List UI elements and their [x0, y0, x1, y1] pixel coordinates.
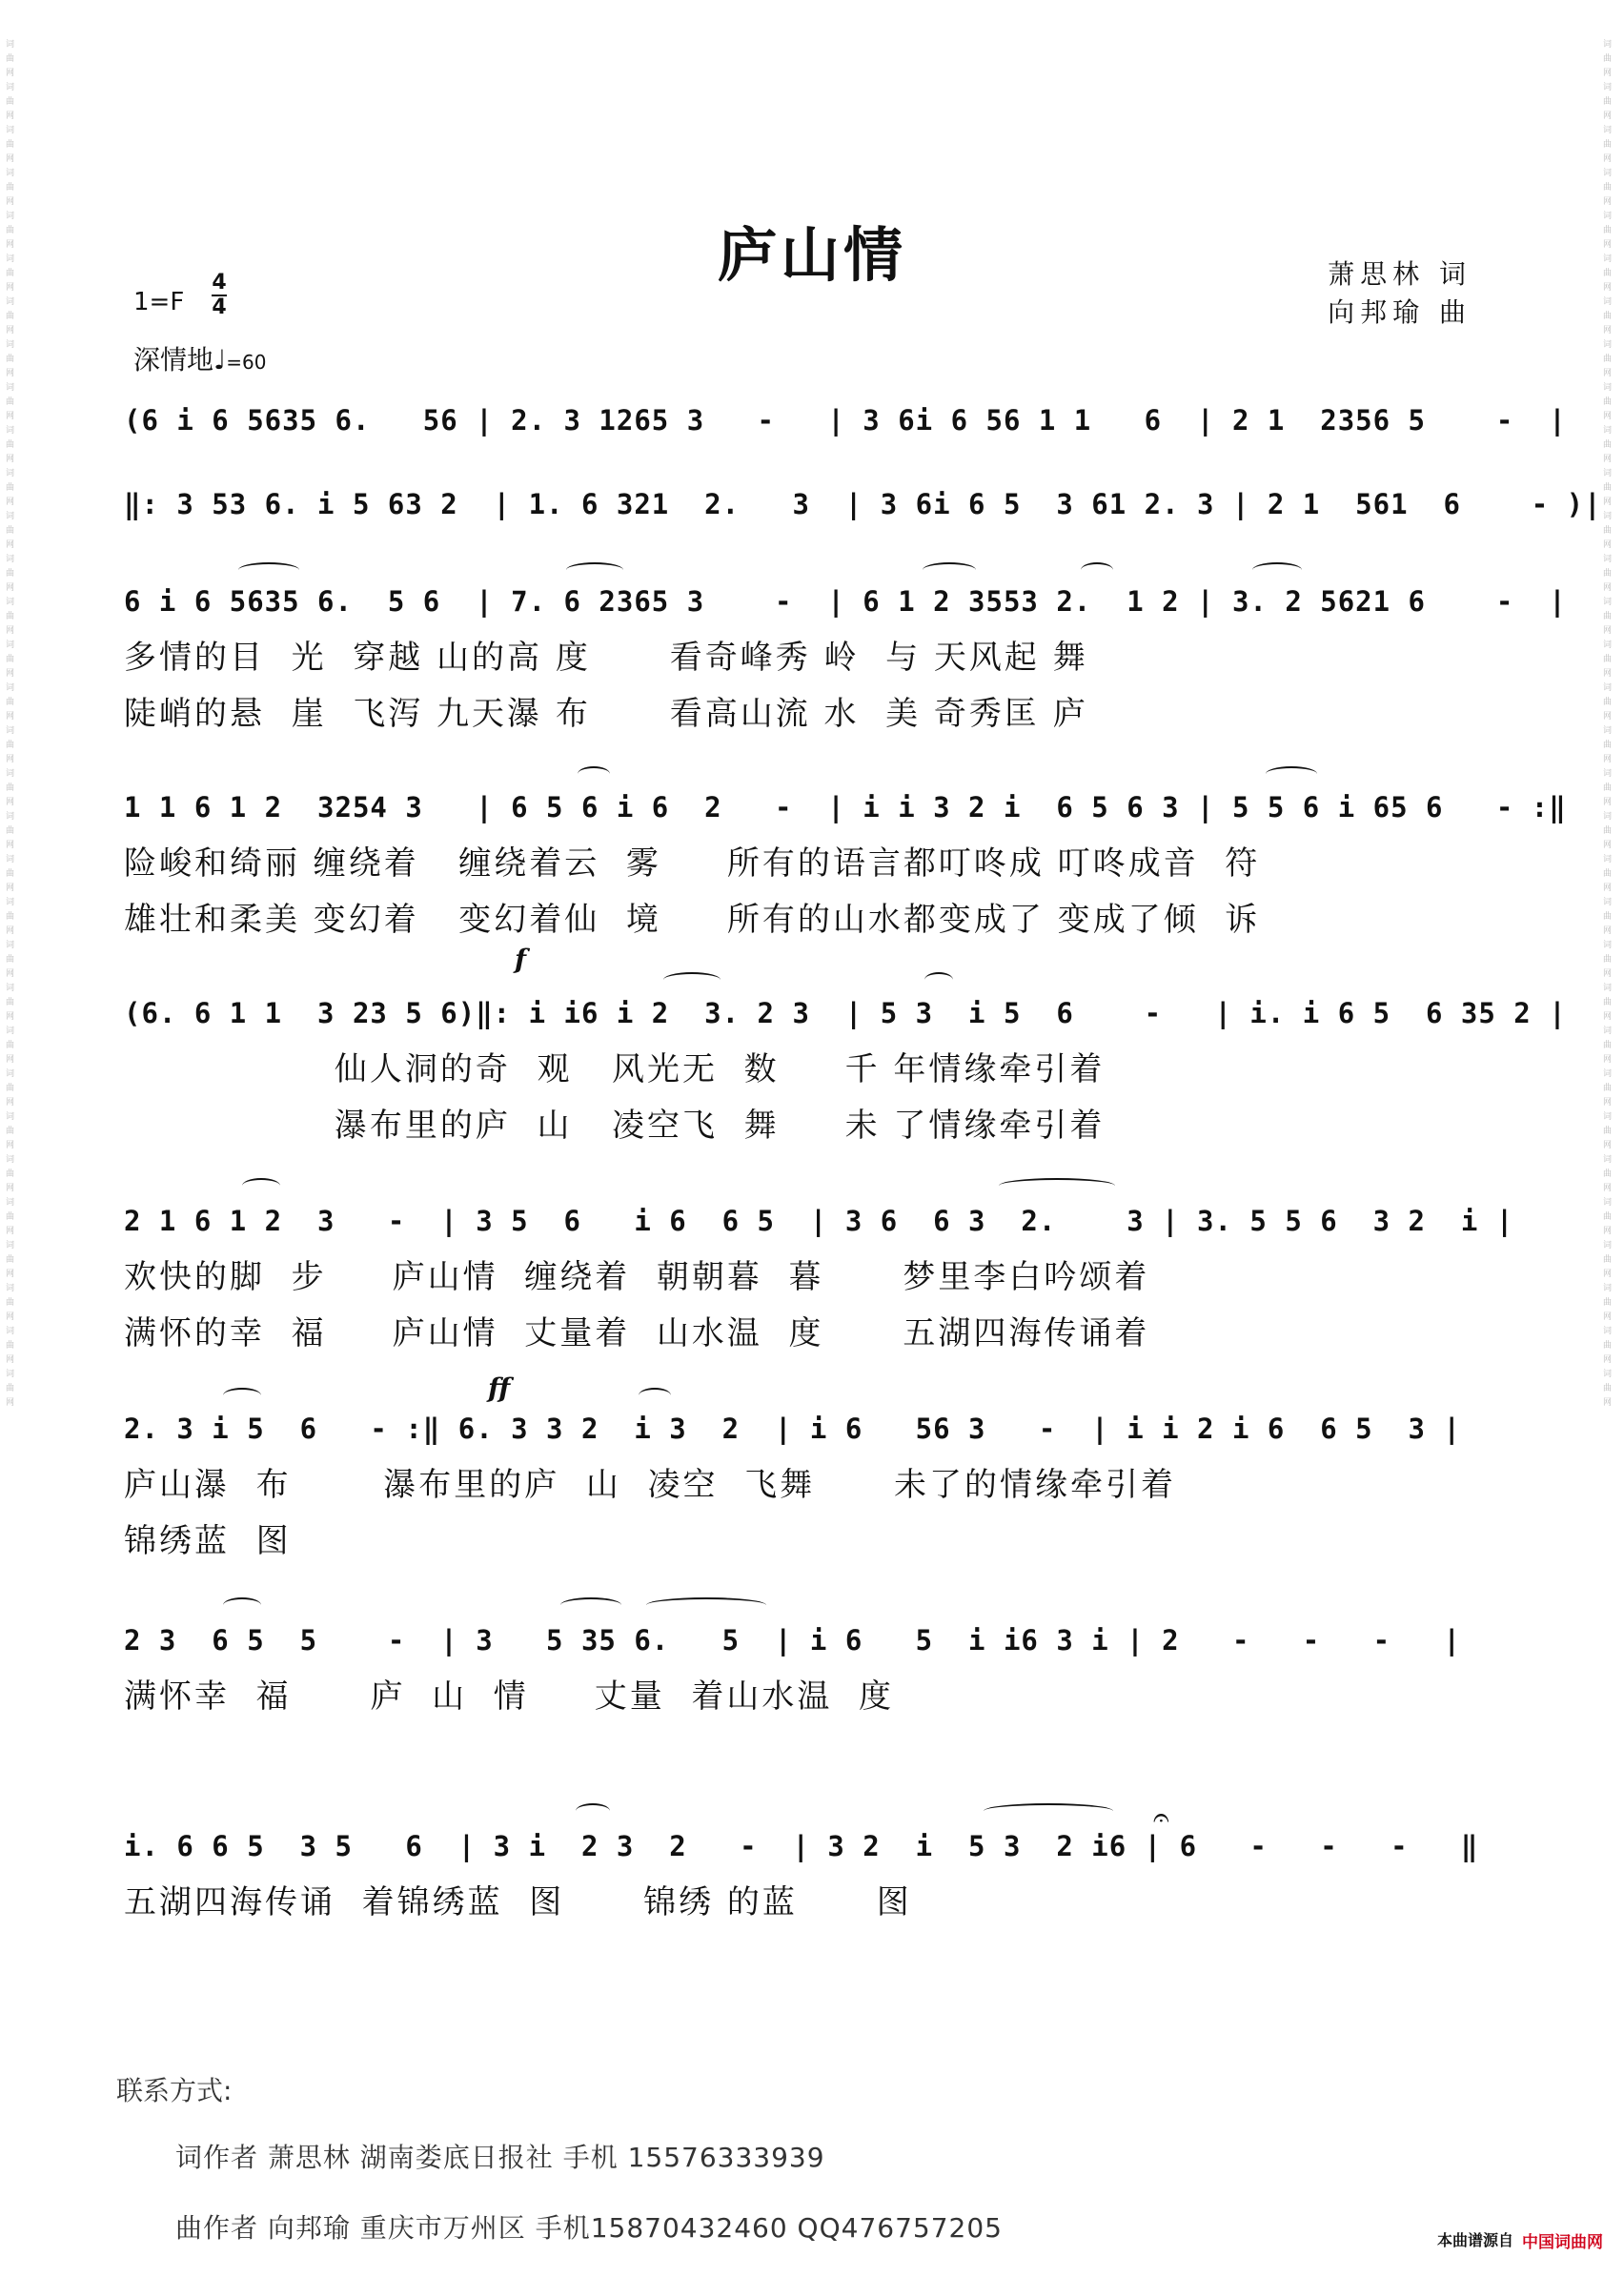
notation-line: 6 i 6 5635 6. 5 6 | 7. 6 2365 3 - | 6 1 2 3553 2. 1 2 | 3. 2 5621 6 - |	[124, 585, 1567, 618]
slur-mark	[560, 1597, 621, 1613]
slur-mark	[578, 766, 610, 782]
song-title: 庐山情	[717, 220, 906, 290]
notation-line: 2 1 6 1 2 3 - | 3 5 6 i 6 6 5 | 3 6 6 3 2. 3 | 3. 5 5 6 3 2 i |	[124, 1205, 1514, 1237]
notation-line: (6. 6 1 1 3 23 5 6)‖: i i6 i 2 3. 2 3 | 5 3 i 5 6 - | i. i 6 5 6 35 2 |	[124, 997, 1567, 1029]
slur-mark	[923, 562, 976, 578]
slur-mark	[576, 1803, 610, 1819]
tempo-marking	[133, 339, 266, 377]
side-watermark-right: 词曲网词曲网词曲网词曲网词曲网词曲网词曲网词曲网词曲网词曲网词曲网词曲网词曲网词曲网词曲网词曲网词曲网词曲网词曲网词曲网词曲网词曲网词曲网词曲网词曲网词曲网词曲网词曲网词曲网词曲网词曲网词曲网	[1603, 40, 1613, 1408]
slur-mark	[639, 1388, 671, 1403]
lyric-verse-1: 满怀幸 福 庐 山 情 丈量 着山水温 度	[124, 1677, 894, 1716]
score-row-8	[124, 1624, 1496, 1717]
slur-mark	[984, 1803, 1113, 1819]
tempo-text: 深情地	[133, 344, 214, 376]
lyric-verse-2: 满怀的幸 福 庐山情 丈量着 山水温 度 五湖四海传诵着	[124, 1314, 1150, 1352]
contact-label: 联系方式:	[116, 2075, 233, 2106]
composer-credit: 向邦瑜 曲	[1328, 296, 1472, 328]
dynamic-forte: f	[515, 944, 527, 975]
footer-site-link[interactable]: 中国词曲网	[1522, 2233, 1603, 2252]
dynamic-fortissimo: ff	[488, 1372, 511, 1404]
quarter-note-icon: ♩	[213, 344, 227, 376]
time-sig-bottom: 4	[212, 295, 227, 319]
slur-mark	[999, 1178, 1115, 1193]
score-row-9	[124, 1830, 1496, 1922]
slur-mark	[1252, 562, 1302, 578]
score-row-1	[124, 404, 1567, 437]
slur-mark	[924, 972, 953, 987]
tempo-value: =60	[226, 351, 267, 374]
score-row-7	[124, 1413, 1496, 1561]
slur-mark	[663, 972, 721, 987]
slur-mark	[238, 562, 299, 578]
contact-lyricist: 词作者 萧思林 湖南娄底日报社 手机 15576333939	[175, 2142, 825, 2173]
lyric-verse-2: 瀑布里的庐 山 凌空飞 舞 未 了情缘牵引着	[124, 1107, 1106, 1145]
side-watermark: 词曲网词曲网词曲网词曲网词曲网词曲网词曲网词曲网词曲网词曲网词曲网词曲网词曲网词曲网词曲网词曲网词曲网词曲网词曲网词曲网词曲网词曲网词曲网词曲网词曲网词曲网词曲网词曲网词曲网词曲网词曲网词曲网	[6, 40, 15, 1408]
score-row-3	[124, 585, 1567, 734]
slur-mark	[242, 1178, 280, 1193]
slur-mark	[1266, 766, 1317, 782]
lyric-verse-2: 锦绣蓝 图	[124, 1522, 292, 1560]
lyric-verse-1: 庐山瀑 布 瀑布里的庐 山 凌空 飞舞 未了的情缘牵引着	[124, 1466, 1176, 1504]
lyricist-credit: 萧思林 词	[1328, 258, 1472, 290]
notation-line: ‖: 3 53 6. i 5 63 2 | 1. 6 321 2. 3 | 3 6i 6 5 3 61 2. 3 | 2 1 561 6 - )|	[124, 488, 1602, 520]
score-row-6	[124, 1205, 1514, 1353]
notation-line: (6 i 6 5635 6. 56 | 2. 3 1265 3 - | 3 6i 6 56 1 1 6 | 2 1 2356 5 - |	[124, 404, 1567, 437]
slur-mark	[566, 562, 623, 578]
lyric-verse-1: 五湖四海传诵 着锦绣蓝 图 锦绣 的蓝 图	[124, 1883, 912, 1921]
lyric-verse-1: 险峻和绮丽 缠绕着 缠绕着云 雾 所有的语言都叮咚成 叮咚成音 符	[124, 844, 1261, 883]
lyric-verse-1: 仙人洞的奇 观 风光无 数 千 年情缘牵引着	[124, 1050, 1106, 1088]
score-row-4	[124, 791, 1567, 940]
lyric-verse-2: 陡峭的悬 崖 飞泻 九天瀑 布 看高山流 水 美 奇秀匡 庐	[124, 695, 1088, 733]
contact-composer: 曲作者 向邦瑜 重庆市万州区 手机15870432460 QQ476757205	[175, 2212, 1003, 2244]
score-row-5	[124, 997, 1567, 1146]
footer-source: 本曲谱源自	[1436, 2231, 1513, 2249]
fermata-icon: 𝄐	[1153, 1801, 1169, 1835]
lyric-verse-1: 多情的目 光 穿越 山的高 度 看奇峰秀 岭 与 天风起 舞	[124, 639, 1088, 677]
lyric-verse-1: 欢快的脚 步 庐山情 缠绕着 朝朝暮 暮 梦里李白吟颂着	[124, 1258, 1150, 1296]
notation-line: 2. 3 i 5 6 - :‖ 6. 3 3 2 i 3 2 | i 6 56 3 - | i i 2 i 6 6 5 3 |	[124, 1413, 1461, 1445]
score-row-2	[124, 488, 1602, 520]
notation-line: 1 1 6 1 2 3254 3 | 6 5 6 i 6 2 - | i i 3 2 i 6 5 6 3 | 5 5 6 i 65 6 - :‖	[124, 791, 1567, 823]
slur-mark	[1081, 562, 1113, 578]
slur-mark	[223, 1597, 261, 1613]
slur-mark	[646, 1597, 766, 1613]
slur-mark	[223, 1388, 261, 1403]
key-signature: 1=F	[133, 288, 185, 316]
notation-line: 2 3 6 5 5 - | 3 5 35 6. 5 | i 6 5 i i6 3 i | 2 - - - |	[124, 1624, 1461, 1657]
time-sig-top: 4	[212, 271, 227, 295]
time-signature	[212, 273, 227, 318]
notation-line: i. 6 6 5 3 5 6 | 3 i 2 3 2 - | 3 2 i 5 3 2 i6 | 6 - - - ‖	[124, 1830, 1479, 1862]
lyric-verse-2: 雄壮和柔美 变幻着 变幻着仙 境 所有的山水都变成了 变成了倾 诉	[124, 901, 1261, 939]
